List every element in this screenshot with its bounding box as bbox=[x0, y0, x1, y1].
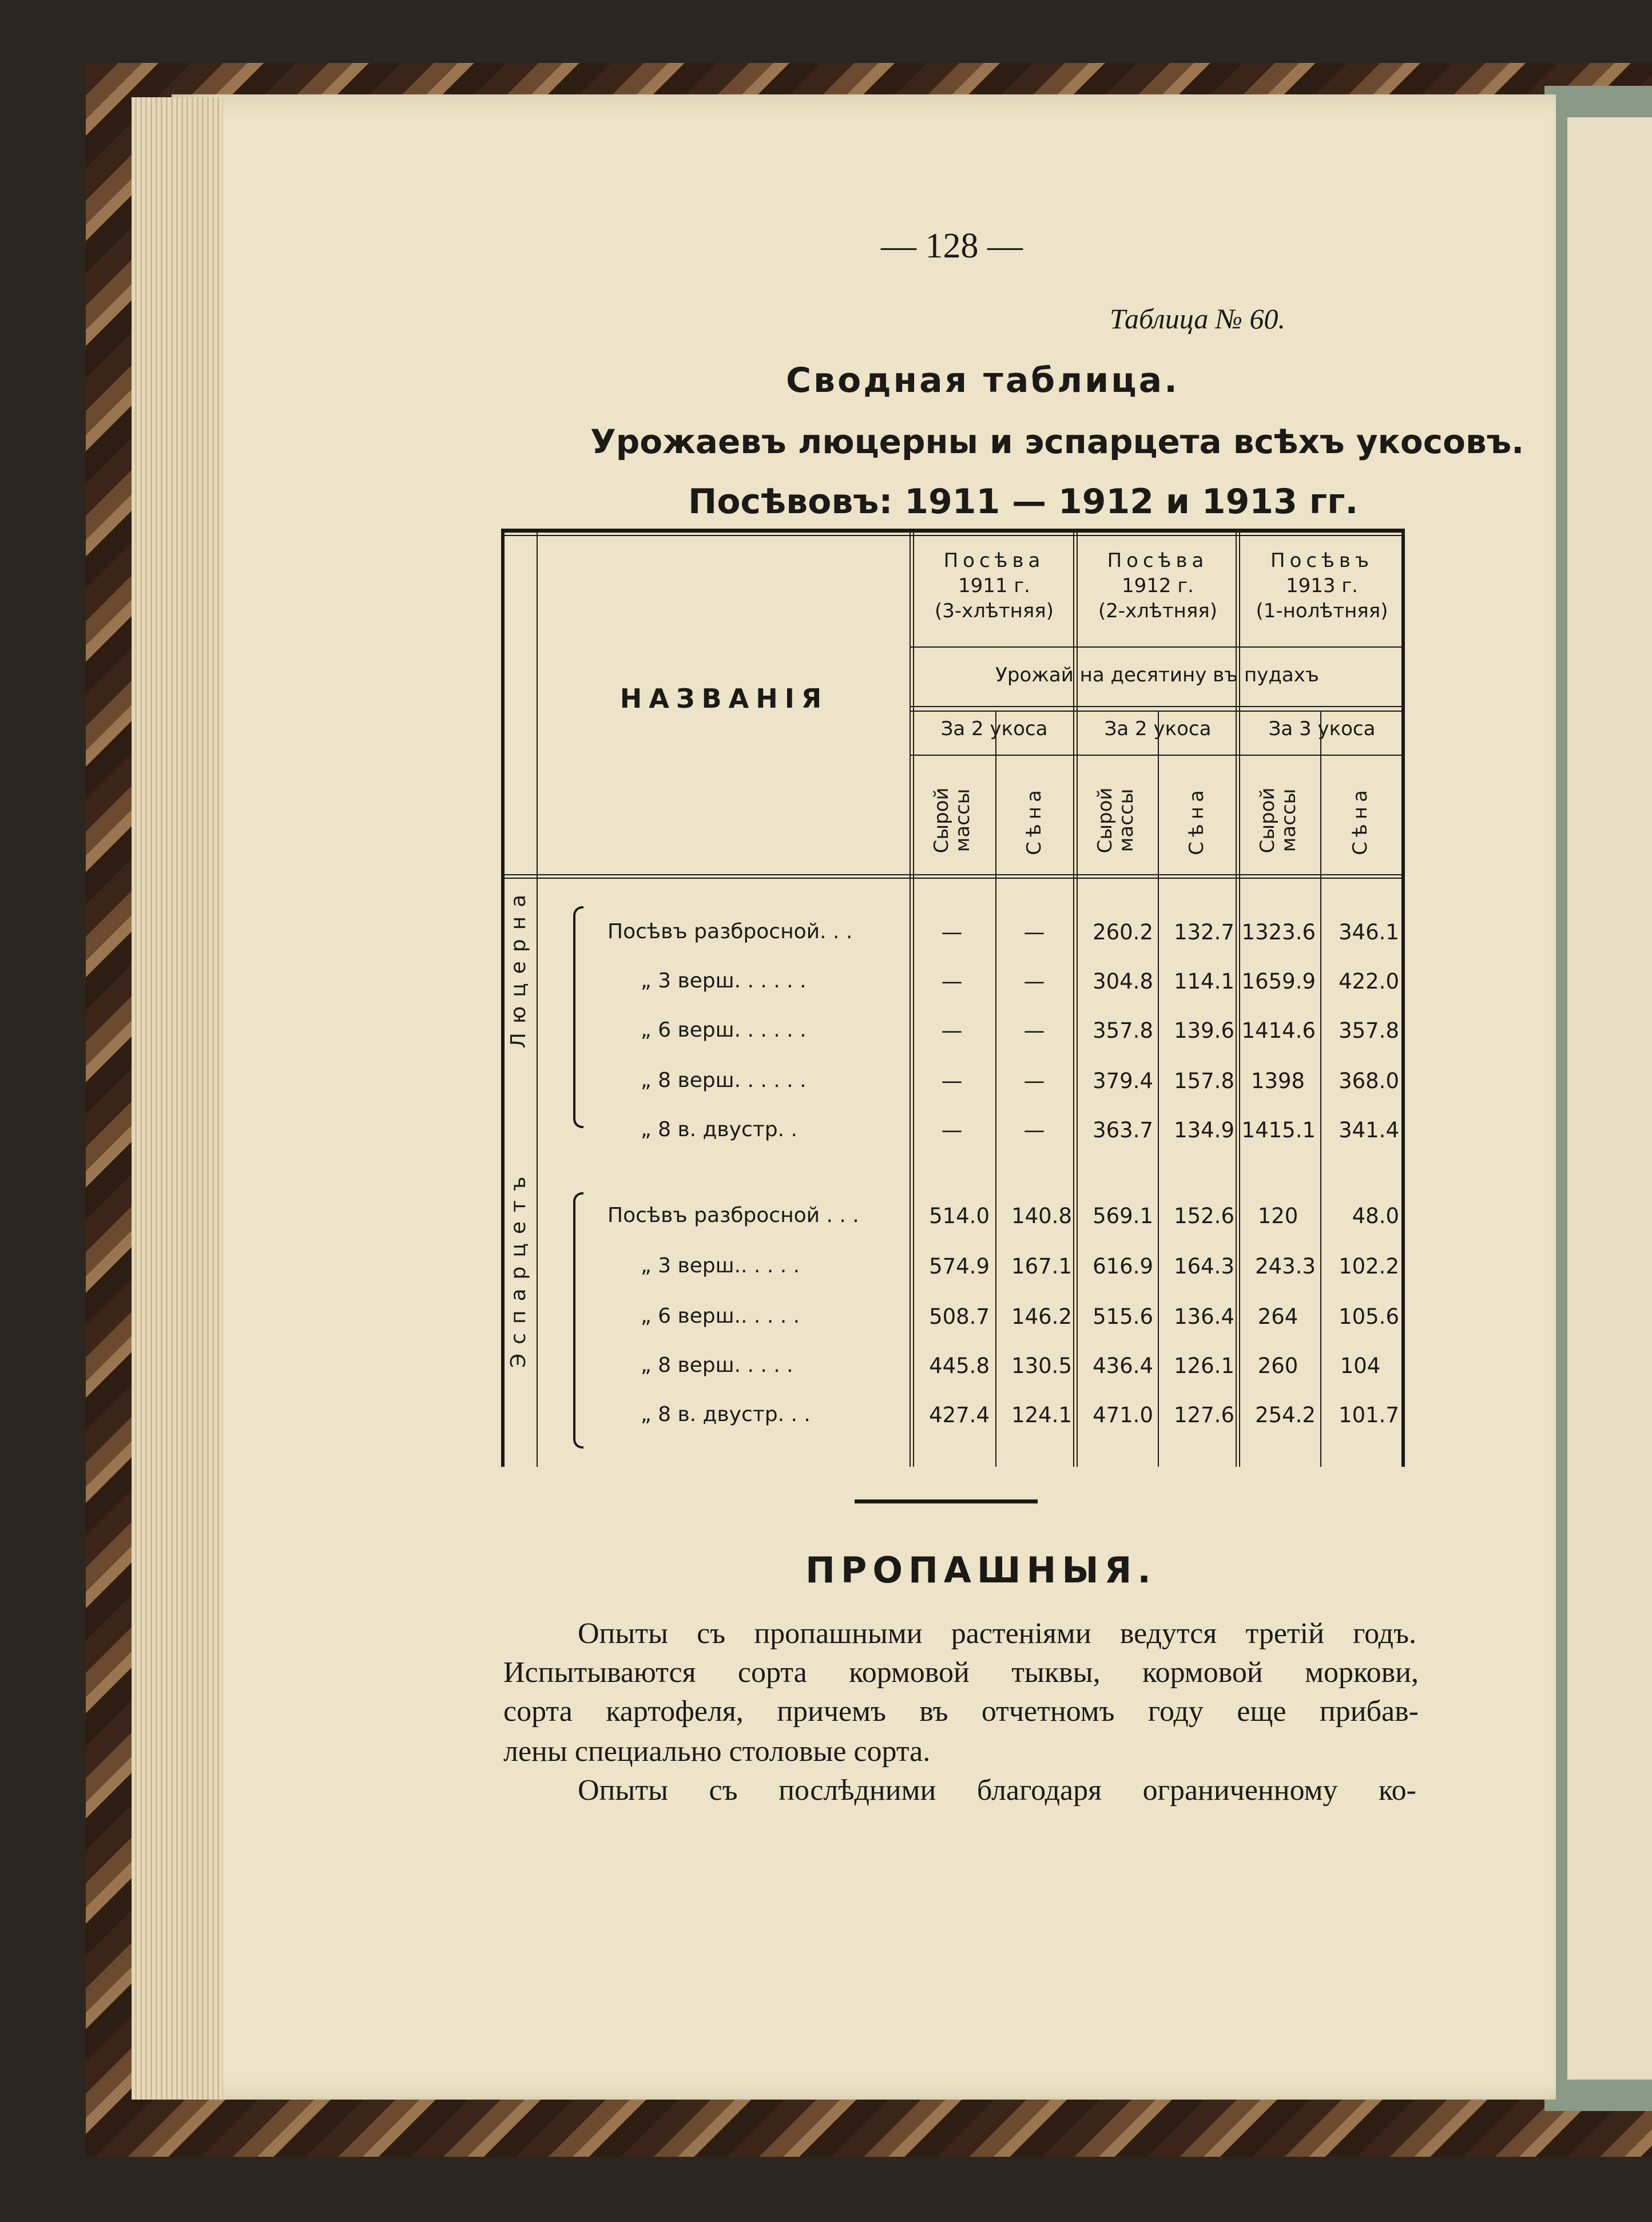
section-title: ПРОПАШНЫЯ. bbox=[805, 1549, 1157, 1591]
table-cell: 508.7 bbox=[929, 1304, 990, 1329]
table-cell: 357.8 bbox=[1093, 1018, 1153, 1043]
col-1911-line3: (3-хлѣтняя) bbox=[934, 600, 1054, 622]
table-cell: 368.0 bbox=[1339, 1069, 1399, 1093]
brace-sainfoin bbox=[573, 1192, 583, 1449]
col-1911-line2: 1911 г. bbox=[958, 574, 1030, 597]
table-cell: 341.4 bbox=[1339, 1118, 1399, 1142]
table-cell: 1323.6 bbox=[1241, 920, 1316, 945]
yield-header: Урожай на десятину въ пудахъ bbox=[995, 664, 1319, 687]
hay-1912: Сѣна bbox=[1185, 785, 1208, 855]
table-cell: 105.6 bbox=[1339, 1304, 1399, 1329]
table-cell: — bbox=[1023, 1118, 1045, 1142]
row-label: „ 8 верш. . . . . bbox=[641, 1354, 793, 1377]
table-cell: 146.2 bbox=[1011, 1304, 1072, 1329]
section-divider bbox=[855, 1499, 1038, 1503]
table-cell: 127.6 bbox=[1174, 1403, 1234, 1427]
table-cell: 114.1 bbox=[1174, 969, 1234, 994]
col-1912-line3: (2-хлѣтняя) bbox=[1098, 600, 1218, 622]
table-cell: 254.2 bbox=[1255, 1403, 1316, 1427]
group-sainfoin: Эспарцетъ bbox=[507, 1167, 530, 1368]
paragraph-line: Опыты съ послѣдними благодаря ограниченному ко- bbox=[578, 1774, 1416, 1807]
paragraph-line: Испытываются сорта кормовой тыквы, кормовой моркови, bbox=[503, 1656, 1419, 1689]
table-cell: 157.8 bbox=[1174, 1069, 1234, 1093]
table-cell: 616.9 bbox=[1093, 1254, 1153, 1279]
row-label: „ 8 верш. . . . . . bbox=[641, 1069, 807, 1092]
table-cell: 304.8 bbox=[1093, 969, 1153, 994]
table-cell: — bbox=[941, 1069, 963, 1093]
table-cell: 1398 bbox=[1250, 1069, 1305, 1093]
table-cell: 48.0 bbox=[1352, 1204, 1399, 1228]
table-years: Посѣвовъ: 1911 — 1912 и 1913 гг. bbox=[688, 482, 1359, 522]
paragraph-line: Опыты съ пропашными растеніями ведутся третій годъ. bbox=[578, 1617, 1416, 1650]
table-cell: 139.6 bbox=[1174, 1018, 1234, 1043]
raw-mass-1913: Сырой массы bbox=[1256, 787, 1301, 854]
table-cell: 346.1 bbox=[1339, 920, 1399, 945]
table-cell: 164.3 bbox=[1174, 1254, 1234, 1279]
table-cell: 422.0 bbox=[1339, 969, 1399, 994]
group-lucerne: Люцерна bbox=[507, 885, 530, 1049]
summary-table bbox=[501, 529, 1405, 1467]
names-header: НАЗВАНІЯ bbox=[620, 683, 829, 714]
table-cell: 379.4 bbox=[1093, 1069, 1153, 1093]
col-1913-line2: 1913 г. bbox=[1285, 574, 1358, 597]
table-cell: 514.0 bbox=[929, 1204, 990, 1228]
table-cell: 471.0 bbox=[1093, 1403, 1153, 1427]
table-cell: 264 bbox=[1257, 1304, 1298, 1329]
col-1911-line1: Посѣва bbox=[943, 549, 1045, 572]
table-subtitle: Урожаевъ люцерны и эспарцета всѣхъ укосовъ. bbox=[590, 422, 1524, 461]
cuts-1911: За 2 укоса bbox=[940, 717, 1048, 740]
table-cell: — bbox=[1023, 920, 1045, 945]
table-cell: 134.9 bbox=[1174, 1118, 1234, 1142]
table-cell: 140.8 bbox=[1011, 1204, 1072, 1228]
table-cell: 124.1 bbox=[1011, 1403, 1072, 1427]
table-title: Сводная таблица. bbox=[786, 360, 1180, 400]
paragraph-line: лены специально столовые сорта. bbox=[503, 1735, 931, 1768]
table-cell: — bbox=[941, 1018, 963, 1043]
facing-page bbox=[1567, 117, 1652, 2080]
table-cell: 445.8 bbox=[929, 1354, 990, 1378]
table-cell: 574.9 bbox=[929, 1254, 990, 1279]
table-cell: 1415.1 bbox=[1241, 1118, 1316, 1142]
table-cell: 126.1 bbox=[1174, 1354, 1234, 1378]
table-cell: 167.1 bbox=[1011, 1254, 1072, 1279]
table-cell: 120 bbox=[1257, 1204, 1298, 1228]
table-cell: 515.6 bbox=[1093, 1304, 1153, 1329]
table-cell: 260.2 bbox=[1093, 920, 1153, 945]
hay-1913: Сѣна bbox=[1349, 785, 1372, 855]
table-cell: 357.8 bbox=[1339, 1018, 1399, 1043]
table-cell: — bbox=[941, 1118, 963, 1142]
table-cell: 102.2 bbox=[1339, 1254, 1399, 1279]
col-1913-line1: Посѣвъ bbox=[1270, 549, 1373, 572]
table-cell: 363.7 bbox=[1093, 1118, 1153, 1142]
row-label: „ 3 верш. . . . . . bbox=[641, 969, 807, 993]
table-cell: 260 bbox=[1257, 1354, 1298, 1378]
raw-mass-1911: Сырой массы bbox=[930, 787, 975, 854]
row-label: Посѣвъ разбросной . . . bbox=[607, 1204, 859, 1227]
table-cell: 1659.9 bbox=[1241, 969, 1316, 994]
page-number: — 128 — bbox=[881, 227, 1023, 265]
col-1913-line3: (1-нолѣтняя) bbox=[1256, 600, 1388, 622]
row-label: „ 8 в. двустр. . bbox=[641, 1118, 797, 1141]
table-cell: 104 bbox=[1340, 1354, 1381, 1378]
row-label: „ 6 верш. . . . . . bbox=[641, 1018, 807, 1042]
table-number: Таблица № 60. bbox=[1110, 303, 1285, 335]
table-cell: — bbox=[1023, 1018, 1045, 1043]
table-cell: — bbox=[941, 969, 963, 994]
row-label: „ 6 верш.. . . . . bbox=[641, 1304, 800, 1328]
row-label: Посѣвъ разбросной. . . bbox=[607, 920, 853, 943]
paragraph-line: сорта картофеля, причемъ въ отчетномъ году еще прибав- bbox=[503, 1695, 1419, 1728]
table-cell: 130.5 bbox=[1011, 1354, 1072, 1378]
table-cell: — bbox=[1023, 1069, 1045, 1093]
table-cell: 136.4 bbox=[1174, 1304, 1234, 1329]
col-1912-line1: Посѣва bbox=[1107, 549, 1209, 572]
raw-mass-1912: Сырой массы bbox=[1094, 787, 1138, 854]
col-1912-line2: 1912 г. bbox=[1121, 574, 1194, 597]
table-cell: 152.6 bbox=[1174, 1204, 1234, 1228]
table-cell: 243.3 bbox=[1255, 1254, 1316, 1279]
table-cell: 427.4 bbox=[929, 1403, 990, 1427]
brace-lucerne bbox=[573, 906, 583, 1128]
table-cell: 101.7 bbox=[1339, 1403, 1399, 1427]
table-cell: — bbox=[1023, 969, 1045, 994]
row-label: „ 8 в. двустр. . . bbox=[641, 1403, 811, 1426]
table-cell: 436.4 bbox=[1093, 1354, 1153, 1378]
row-label: „ 3 верш.. . . . . bbox=[641, 1254, 800, 1277]
table-cell: 1414.6 bbox=[1241, 1018, 1316, 1043]
cuts-1912: За 2 укоса bbox=[1104, 717, 1212, 740]
hay-1911: Сѣна bbox=[1023, 785, 1046, 855]
table-cell: 132.7 bbox=[1174, 920, 1234, 945]
cuts-1913: За 3 укоса bbox=[1268, 717, 1376, 740]
table-cell: 569.1 bbox=[1093, 1204, 1153, 1228]
page-edges bbox=[132, 97, 223, 2100]
table-cell: — bbox=[941, 920, 963, 945]
